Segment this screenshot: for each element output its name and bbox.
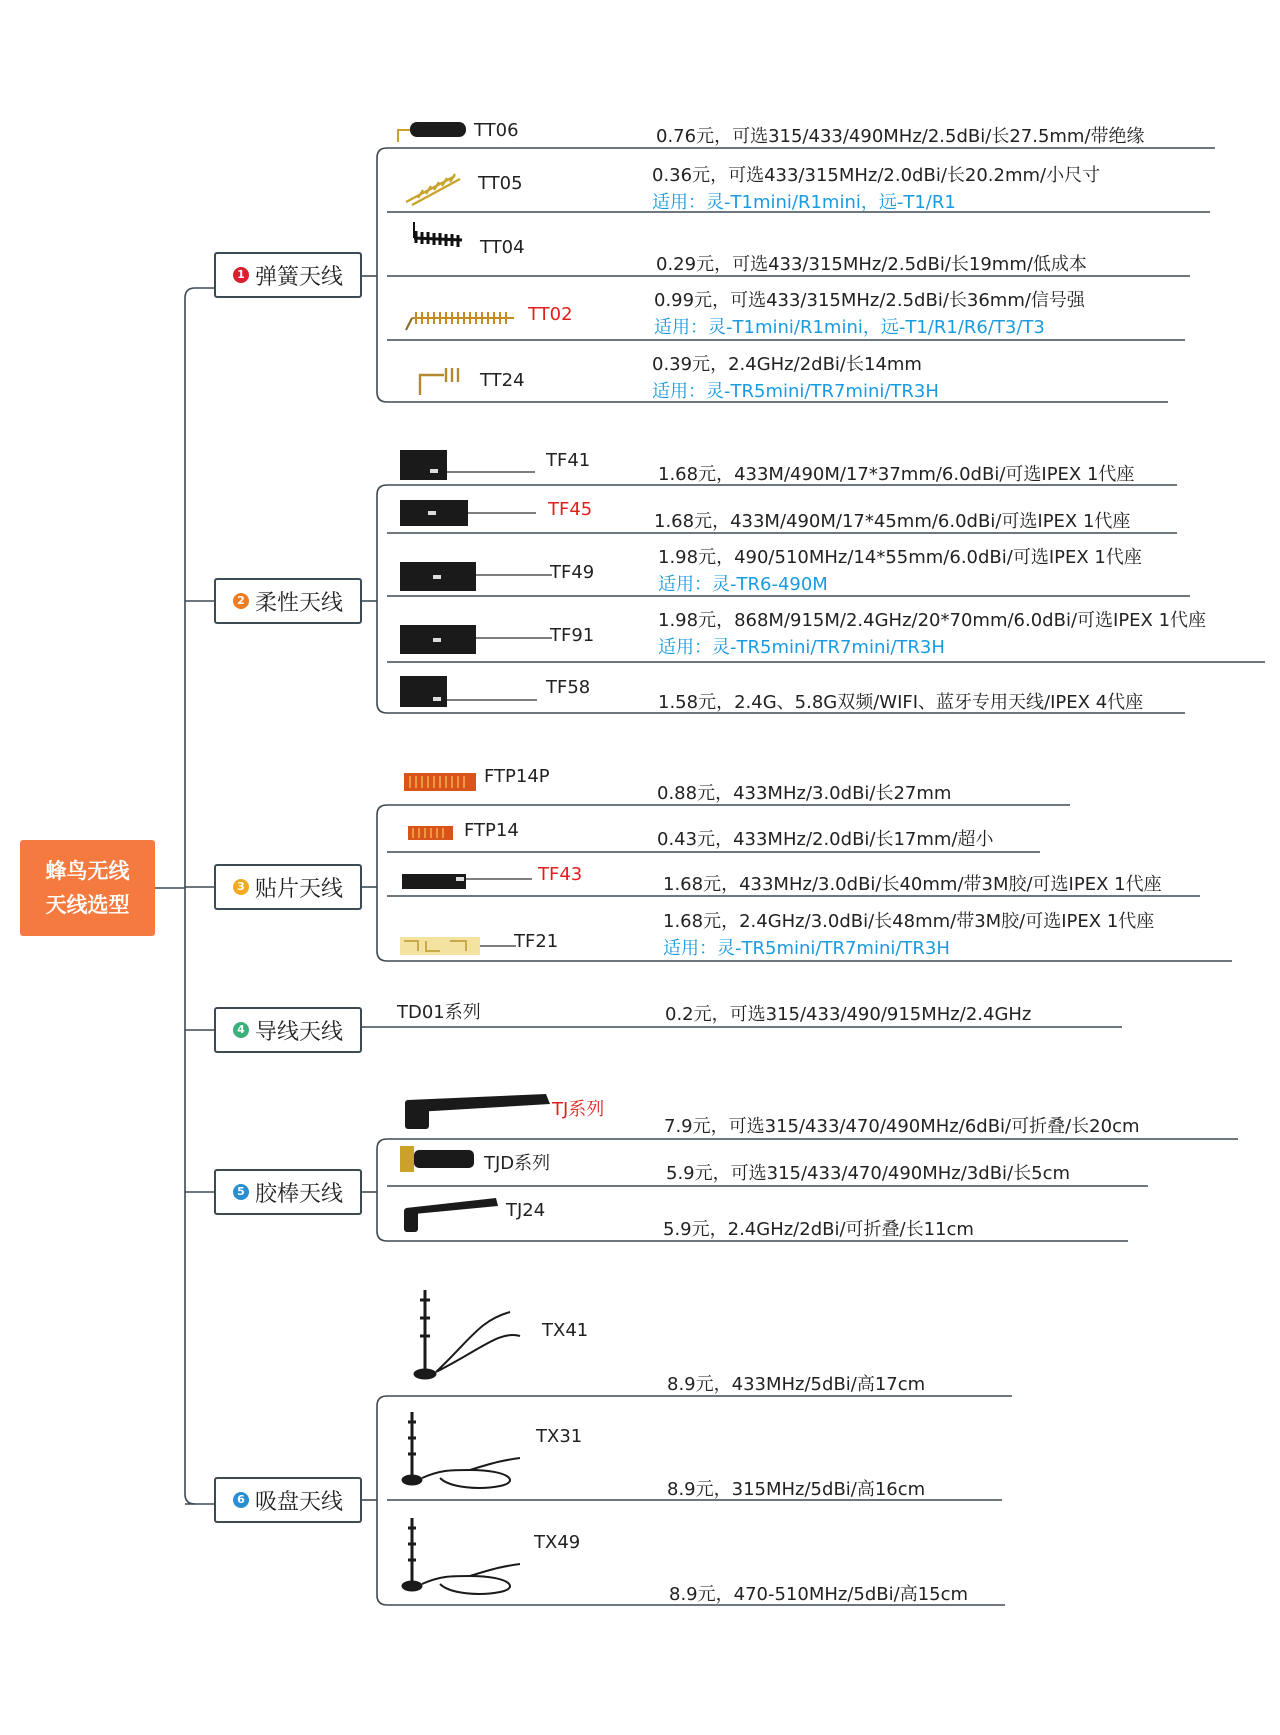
product-spec: 0.88元，433MHz/3.0dBi/长27mm xyxy=(657,783,952,804)
product-spec: 8.9元，433MHz/5dBi/高17cm xyxy=(667,1374,926,1395)
product-compat: 适用：灵-T1mini/R1mini，远-T1/R1/R6/T3/T3 xyxy=(654,317,1045,338)
product-compat: 适用：灵-TR5mini/TR7mini/TR3H xyxy=(663,938,950,959)
tf43-image xyxy=(402,874,532,889)
category-number-badge: 4 xyxy=(233,1022,249,1038)
product-spec: 1.58元，2.4G、5.8G双频/WIFI、蓝牙专用天线/IPEX 4代座 xyxy=(658,692,1144,713)
tj-image xyxy=(405,1094,550,1129)
product-spec: 8.9元，315MHz/5dBi/高16cm xyxy=(667,1479,926,1500)
category-label: 吸盘天线 xyxy=(254,1489,343,1515)
product-name: TJ24 xyxy=(506,1200,546,1221)
product-name: TT04 xyxy=(480,237,525,258)
tf45-image xyxy=(400,500,536,526)
tt24-image xyxy=(420,368,458,395)
category-number-badge: 5 xyxy=(233,1184,249,1200)
root-title-line1: 蜂鸟无线 xyxy=(45,859,130,883)
category-node-wire[interactable] xyxy=(214,1007,362,1053)
tx49-image xyxy=(402,1518,520,1594)
category-node-magnetic[interactable] xyxy=(214,1477,362,1523)
group5-branch xyxy=(377,1139,387,1241)
product-spec: 0.43元，433MHz/2.0dBi/长17mm/超小 xyxy=(657,829,994,850)
tt04-image xyxy=(414,222,462,247)
tx31-image xyxy=(402,1412,520,1488)
root-node[interactable] xyxy=(20,840,155,936)
category-label: 贴片天线 xyxy=(254,876,343,902)
product-spec: 0.29元，可选433/315MHz/2.5dBi/长19mm/低成本 xyxy=(656,254,1087,275)
product-name: TF49 xyxy=(550,562,595,583)
category-node-flexible[interactable] xyxy=(214,578,362,624)
group3-branch xyxy=(377,805,387,961)
product-name: TF41 xyxy=(546,450,591,471)
product-name: FTP14P xyxy=(484,766,550,787)
product-name: TF21 xyxy=(514,931,559,952)
category-number-badge: 2 xyxy=(233,593,249,609)
tf49-image xyxy=(400,562,552,591)
product-compat: 适用：灵-TR5mini/TR7mini/TR3H xyxy=(652,381,939,402)
ftp14-image xyxy=(408,826,453,840)
category-label: 胶棒天线 xyxy=(254,1181,343,1207)
product-spec: 1.68元，433M/490M/17*45mm/6.0dBi/可选IPEX 1代座 xyxy=(654,511,1131,532)
product-compat: 适用：灵-TR6-490M xyxy=(658,574,828,595)
product-compat: 适用：灵-T1mini/R1mini，远-T1/R1 xyxy=(652,192,956,213)
product-name: TT06 xyxy=(474,120,519,141)
tf41-image xyxy=(400,450,535,480)
product-name: TJD系列 xyxy=(484,1153,551,1174)
tx41-image xyxy=(414,1290,520,1379)
product-name: TF58 xyxy=(546,677,591,698)
product-name: TF43 xyxy=(538,864,583,885)
product-spec: 0.99元，可选433/315MHz/2.5dBi/长36mm/信号强 xyxy=(654,290,1085,311)
group6-branch xyxy=(377,1396,387,1605)
product-compat: 适用：灵-TR5mini/TR7mini/TR3H xyxy=(658,637,945,658)
product-name: TX41 xyxy=(542,1320,589,1341)
tf58-image xyxy=(400,676,537,707)
group2-branch xyxy=(377,485,387,713)
category-node-rubber[interactable] xyxy=(214,1169,362,1215)
product-spec: 1.68元，2.4GHz/3.0dBi/长48mm/带3M胶/可选IPEX 1代座 xyxy=(663,911,1155,932)
tj24-image xyxy=(404,1198,498,1232)
tjd-image xyxy=(400,1146,474,1172)
category-node-spring[interactable] xyxy=(214,252,362,298)
product-spec: 0.2元，可选315/433/490/915MHz/2.4GHz xyxy=(665,1004,1032,1025)
product-name: FTP14 xyxy=(464,820,519,841)
product-name: TX49 xyxy=(534,1532,581,1553)
product-spec: 1.68元，433M/490M/17*37mm/6.0dBi/可选IPEX 1代座 xyxy=(658,464,1135,485)
product-spec: 7.9元，可选315/433/470/490MHz/6dBi/可折叠/长20cm xyxy=(664,1116,1140,1137)
root-title-line2: 天线选型 xyxy=(45,893,130,917)
tt05-image xyxy=(406,174,460,205)
category-label: 导线天线 xyxy=(254,1019,343,1045)
tf21-image xyxy=(400,937,516,955)
category-label: 弹簧天线 xyxy=(254,264,343,290)
product-spec: 8.9元，470-510MHz/5dBi/高15cm xyxy=(669,1584,969,1605)
group1-branch xyxy=(377,148,387,402)
category-label: 柔性天线 xyxy=(254,590,343,616)
product-spec: 1.98元，868M/915M/2.4GHz/20*70mm/6.0dBi/可选IPEX 1代座 xyxy=(658,610,1207,631)
category-number-badge: 1 xyxy=(233,267,249,283)
product-name: TJ系列 xyxy=(552,1099,605,1120)
product-spec: 1.68元，433MHz/3.0dBi/长40mm/带3M胶/可选IPEX 1代座 xyxy=(663,874,1162,895)
category-number-badge: 6 xyxy=(233,1492,249,1508)
tt06-image xyxy=(398,122,466,142)
product-name: TF45 xyxy=(548,499,593,520)
main-trunk xyxy=(185,288,195,1504)
product-name: TF91 xyxy=(550,625,595,646)
product-spec: 0.39元，2.4GHz/2dBi/长14mm xyxy=(652,354,922,375)
tf91-image xyxy=(400,625,552,654)
product-name: TT05 xyxy=(478,173,523,194)
product-spec: 5.9元，可选315/433/470/490MHz/3dBi/长5cm xyxy=(666,1163,1070,1184)
product-spec: 5.9元，2.4GHz/2dBi/可折叠/长11cm xyxy=(663,1219,974,1240)
category-node-patch[interactable] xyxy=(214,864,362,910)
product-name: TX31 xyxy=(536,1426,583,1447)
tt02-image xyxy=(406,312,514,330)
product-name: TT02 xyxy=(528,304,573,325)
product-name: TT24 xyxy=(480,370,525,391)
category-number-badge: 3 xyxy=(233,879,249,895)
ftp14p-image xyxy=(404,773,476,791)
product-spec: 1.98元，490/510MHz/14*55mm/6.0dBi/可选IPEX 1代座 xyxy=(658,547,1142,568)
product-name: TD01系列 xyxy=(397,1002,481,1023)
product-spec: 0.76元，可选315/433/490MHz/2.5dBi/长27.5mm/带绝缘 xyxy=(656,126,1145,147)
product-spec: 0.36元，可选433/315MHz/2.0dBi/长20.2mm/小尺寸 xyxy=(652,165,1101,186)
